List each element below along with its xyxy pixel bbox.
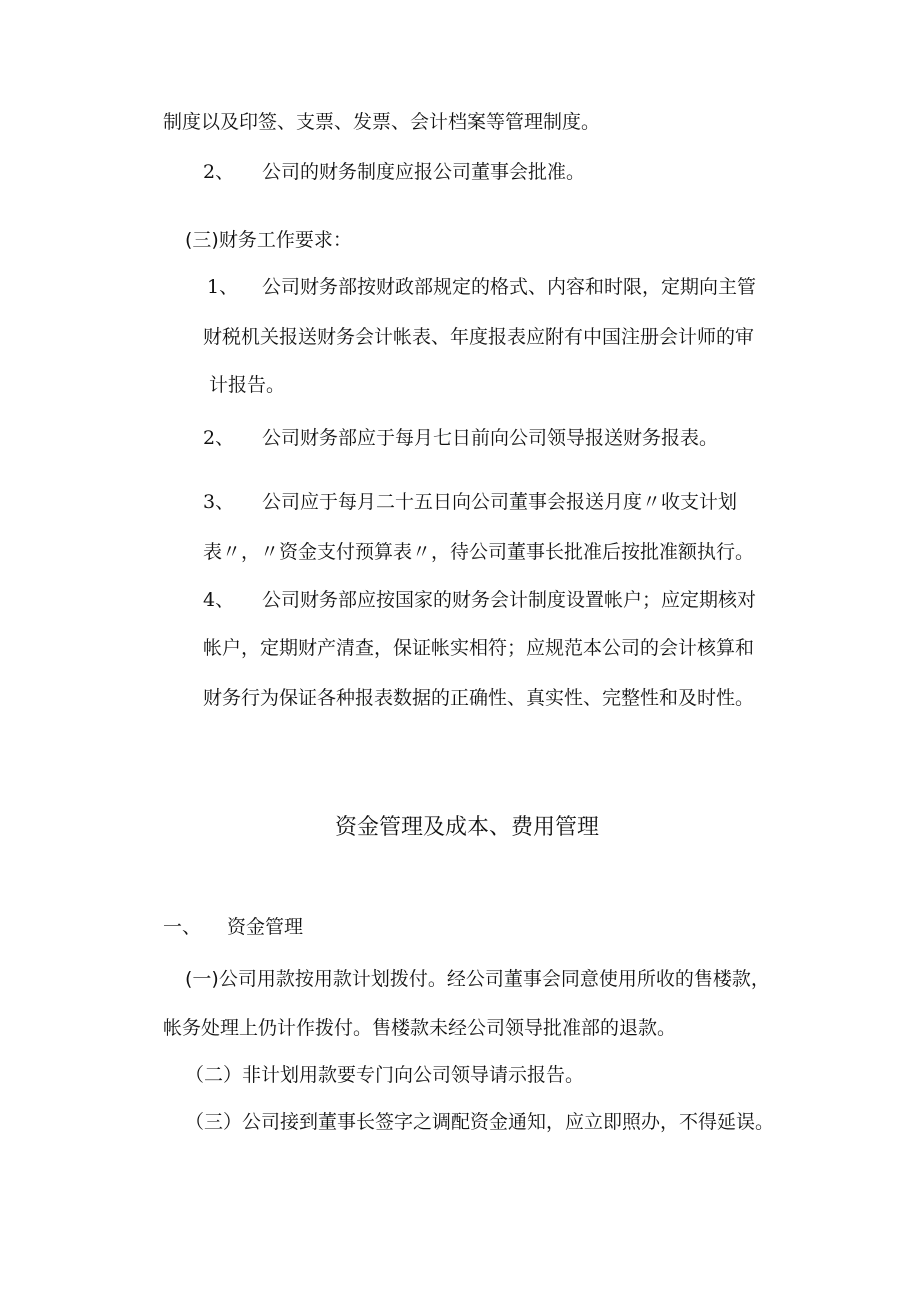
- text-line: 制度以及印签、支票、发票、会计档案等管理制度。: [163, 111, 601, 133]
- text-line: 公司应于每月二十五日向公司董事会报送月度〃收支计划: [262, 491, 738, 513]
- section-heading: 资金管理: [227, 916, 304, 938]
- text-line: （三）公司接到董事长签字之调配资金通知，应立即照办，不得延误。: [185, 1111, 775, 1133]
- text-line: （二）非计划用款要专门向公司领导请示报告。: [185, 1064, 585, 1086]
- text-line: 表〃，〃资金支付预算表〃，待公司董事长批准后按批准额执行。: [203, 541, 755, 563]
- text-line: 公司财务部应按国家的财务会计制度设置帐户；应定期核对: [262, 589, 757, 611]
- text-line: 公司的财务制度应报公司董事会批准。: [262, 161, 586, 183]
- text-line: 计报告。: [209, 374, 286, 396]
- heading-number: 一、: [163, 916, 202, 938]
- item-number: 2、: [203, 161, 235, 183]
- text-line: 财务行为保证各种报表数据的正确性、真实性、完整性和及时性。: [203, 687, 755, 709]
- text-line: 财税机关报送财务会计帐表、年度报表应附有中国注册会计师的审: [203, 326, 755, 348]
- page-title: 资金管理及成本、费用管理: [335, 815, 600, 840]
- item-number: 3、: [203, 491, 235, 513]
- text-line: 公司财务部按财政部规定的格式、内容和时限，定期向主管: [262, 276, 757, 298]
- section-heading: (三)财务工作要求：: [185, 229, 352, 251]
- text-line: (一)公司用款按用款计划拨付。经公司董事会同意使用所收的售楼款，: [185, 968, 770, 990]
- text-line: 帐务处理上仍计作拨付。售楼款未经公司领导批准部的退款。: [163, 1017, 677, 1039]
- item-number: 1、: [207, 276, 239, 298]
- item-number: 4、: [203, 589, 235, 611]
- text-line: 帐户，定期财产清查，保证帐实相符；应规范本公司的会计核算和: [203, 637, 755, 659]
- item-number: 2、: [203, 427, 235, 449]
- text-line: 公司财务部应于每月七日前向公司领导报送财务报表。: [262, 427, 719, 449]
